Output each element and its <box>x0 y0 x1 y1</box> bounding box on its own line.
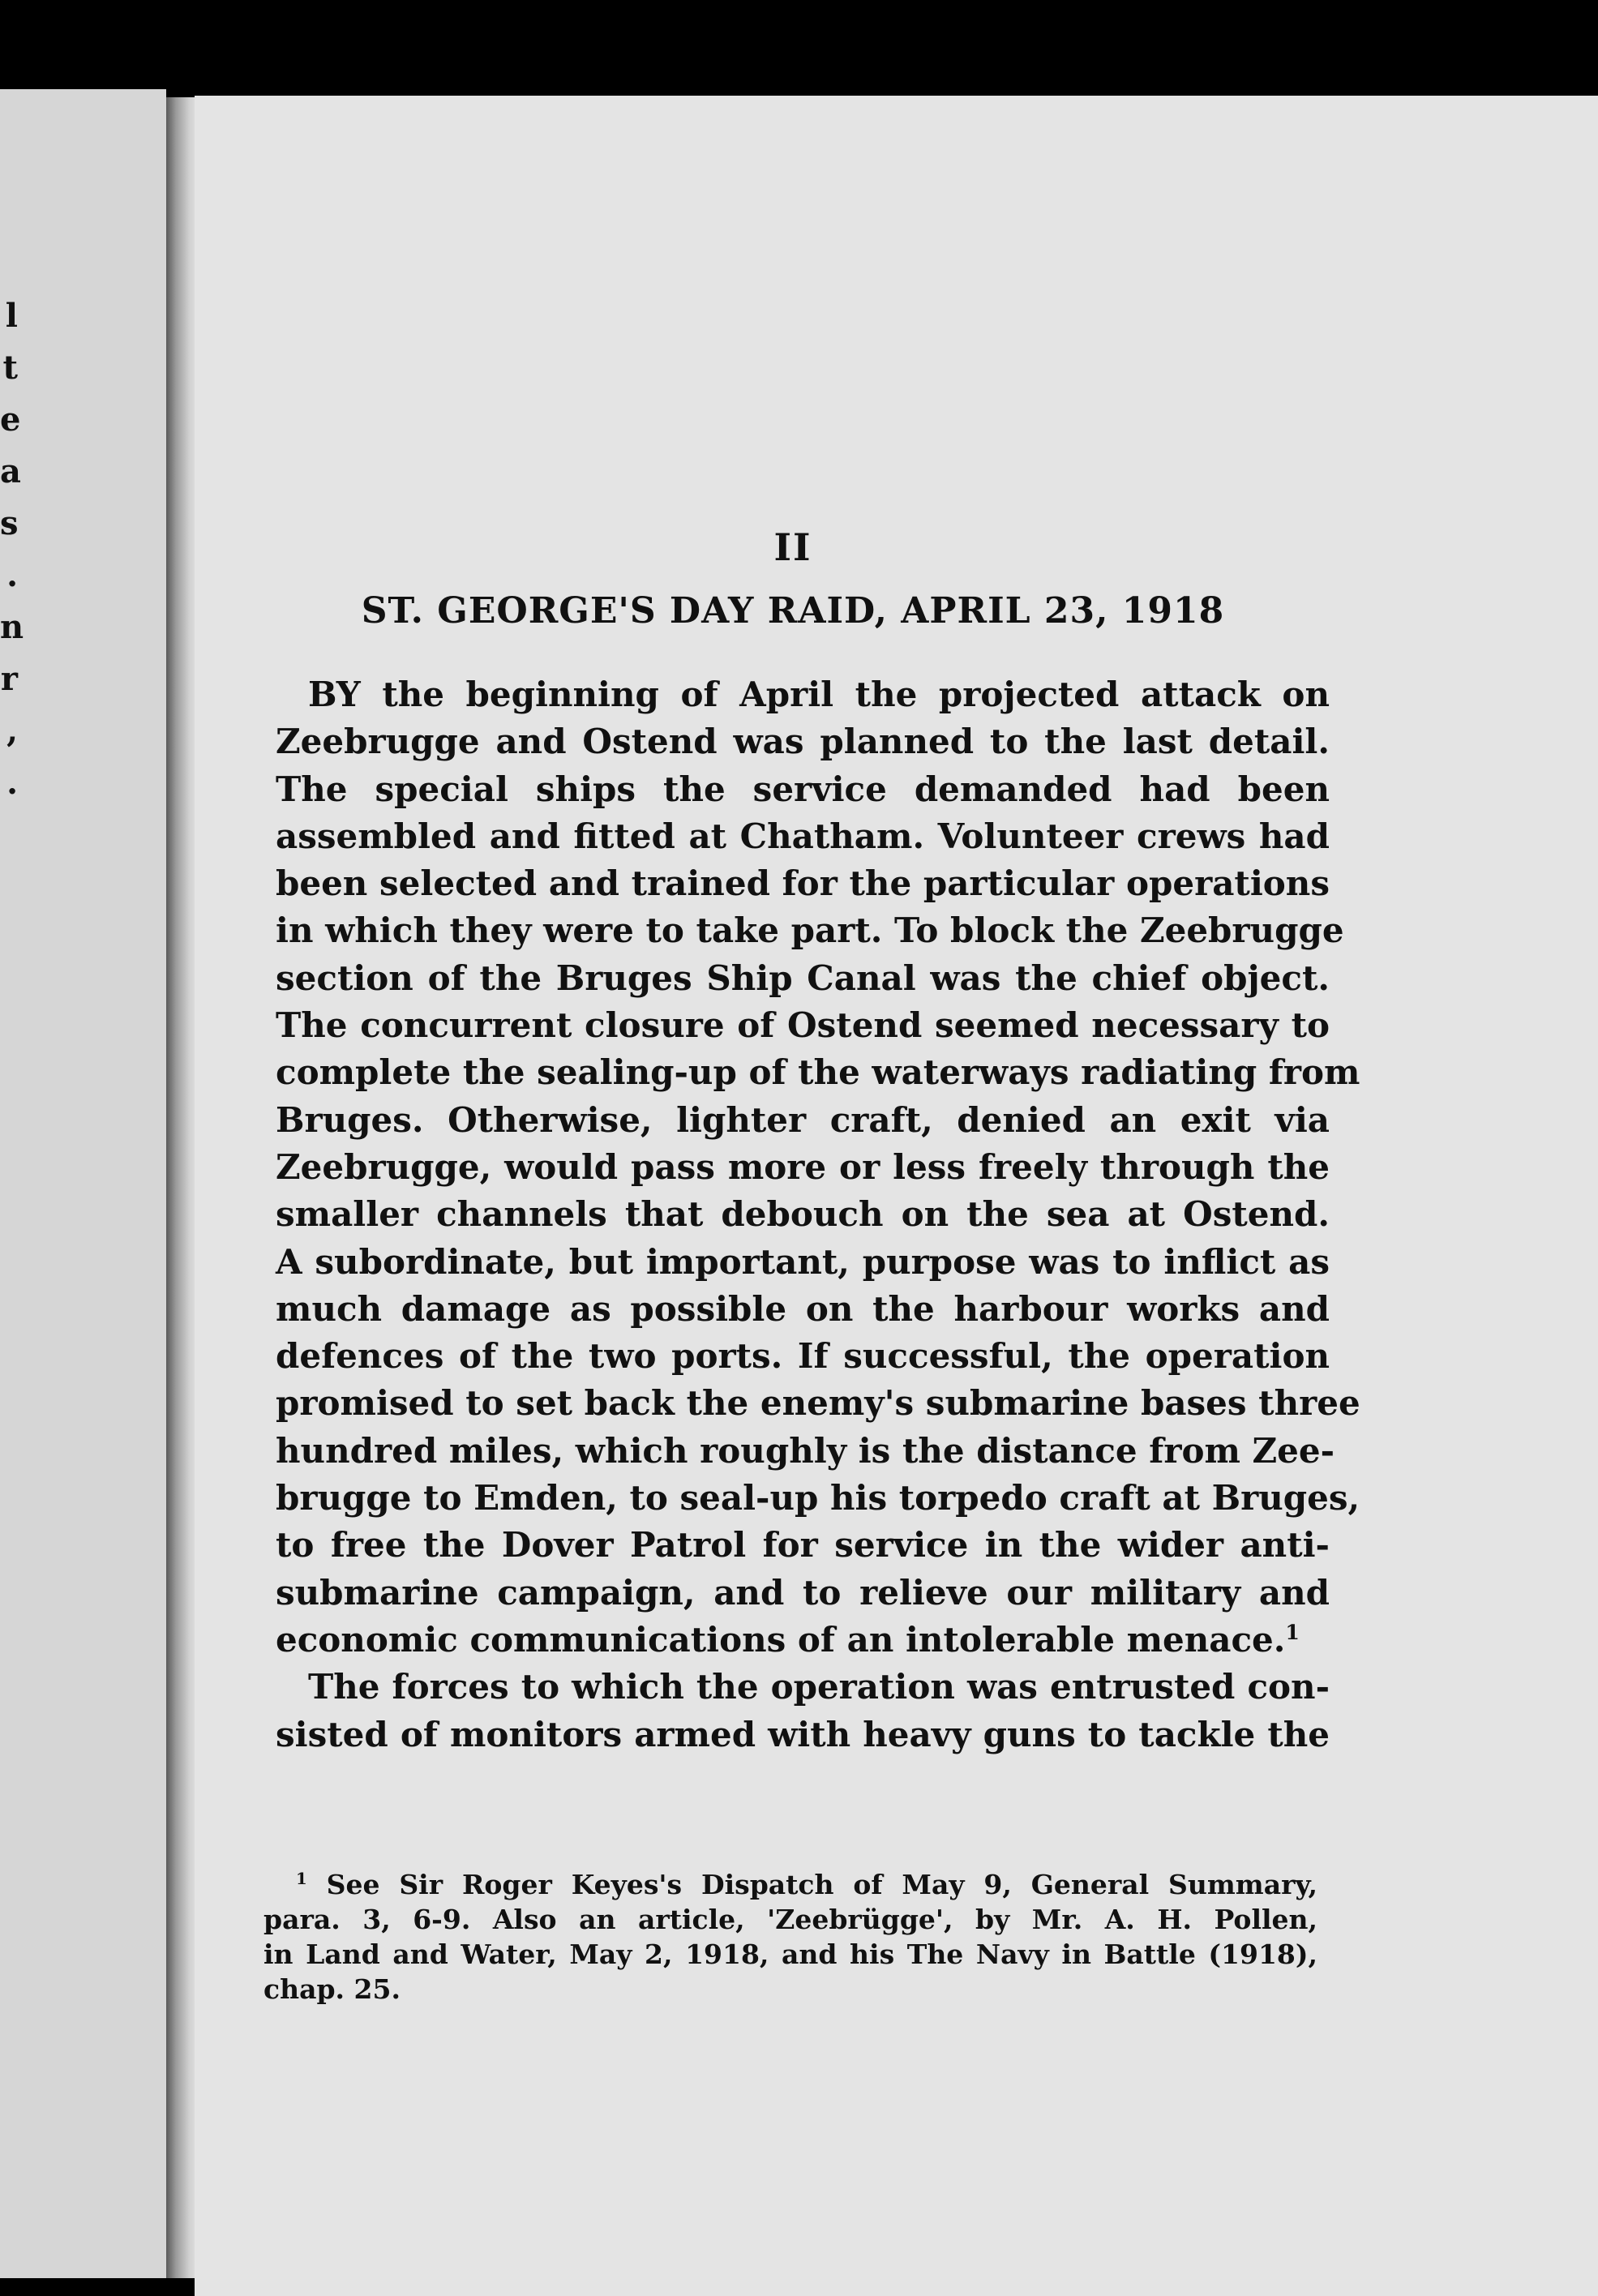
edge-letter: . <box>6 764 18 802</box>
footnote-line: in Land and Water, May 2, 1918, and his The Navy in Battle (1918), <box>263 1938 1317 1970</box>
footnote-text: See Sir Roger Keyes's Dispatch of May 9, General Summary, <box>326 1869 1317 1900</box>
book-page <box>195 96 1598 2296</box>
text-line: hundred miles, which roughly is the distance from Zee- <box>276 1430 1335 1471</box>
text-line: The special ships the service demanded had been <box>276 769 1330 809</box>
text-line: much damage as possible on the harbour works and <box>276 1288 1330 1329</box>
text-line: BY the beginning of April the projected attack on <box>308 675 1330 714</box>
text-line: Zeebrugge and Ostend was planned to the last detail. <box>276 722 1330 762</box>
text-line: complete the sealing-up of the waterways radiating from <box>276 1052 1360 1093</box>
footnote-reference: 1 <box>1285 1619 1300 1644</box>
edge-letter: l <box>5 297 18 335</box>
text-line <box>276 1617 1330 1664</box>
footnotes <box>263 1867 1317 2007</box>
text-line-content: economic communications of an intolerable menace. <box>276 1619 1286 1660</box>
footnote-line: chap. 25. <box>263 1973 401 2005</box>
text-line: defences of the two ports. If successful, the operation <box>276 1336 1330 1377</box>
text-line: promised to set back the enemy's submarine bases three <box>276 1383 1360 1424</box>
text-line: Bruges. Otherwise, lighter craft, denied an exit via <box>276 1099 1330 1140</box>
text-line: assembled and fitted at Chatham. Volunteer crews had <box>276 816 1330 856</box>
text-line: sisted of monitors armed with heavy guns to tackle the <box>276 1714 1330 1754</box>
text-line: The forces to which the operation was entrusted con- <box>308 1667 1330 1707</box>
edge-letter: n <box>0 608 24 646</box>
left-facing-page <box>0 89 166 2278</box>
edge-letter: t <box>2 349 18 387</box>
text-line: been selected and trained for the particular operations <box>276 863 1330 904</box>
book-gutter <box>166 97 199 2278</box>
footnote-marker: 1 <box>296 1869 307 1888</box>
text-line: section of the Bruges Ship Canal was the chief object. <box>276 957 1330 998</box>
edge-letter: s <box>0 504 19 542</box>
edge-letter: r <box>0 660 18 698</box>
edge-letter: e <box>0 401 21 439</box>
text-line: A subordinate, but important, purpose was to inflict as <box>276 1241 1330 1282</box>
body-text <box>276 671 1360 1758</box>
text-line: in which they were to take part. To block the Zeebrugge <box>276 910 1344 951</box>
edge-letter: . <box>6 556 18 594</box>
edge-letter: a <box>0 452 21 490</box>
chapter-number: II <box>773 525 812 569</box>
footnote-line <box>263 1867 1317 1902</box>
text-line: submarine campaign, and to relieve our military and <box>276 1572 1330 1613</box>
footnote-line: para. 3, 6-9. Also an article, 'Zeebrügge', by Mr. A. H. Pollen, <box>263 1904 1317 1935</box>
chapter-title: ST. GEORGE'S DAY RAID, APRIL 23, 1918 <box>361 590 1225 632</box>
text-line: Zeebrugge, would pass more or less freely through the <box>276 1146 1330 1187</box>
text-line: smaller channels that debouch on the sea at Ostend. <box>276 1194 1330 1235</box>
left-page-edge-text <box>0 290 24 809</box>
edge-letter: , <box>6 712 18 750</box>
text-line: brugge to Emden, to seal-up his torpedo craft at Bruges, <box>276 1478 1360 1519</box>
text-line: to free the Dover Patrol for service in the wider anti- <box>276 1525 1330 1566</box>
text-line: The concurrent closure of Ostend seemed necessary to <box>276 1005 1330 1046</box>
